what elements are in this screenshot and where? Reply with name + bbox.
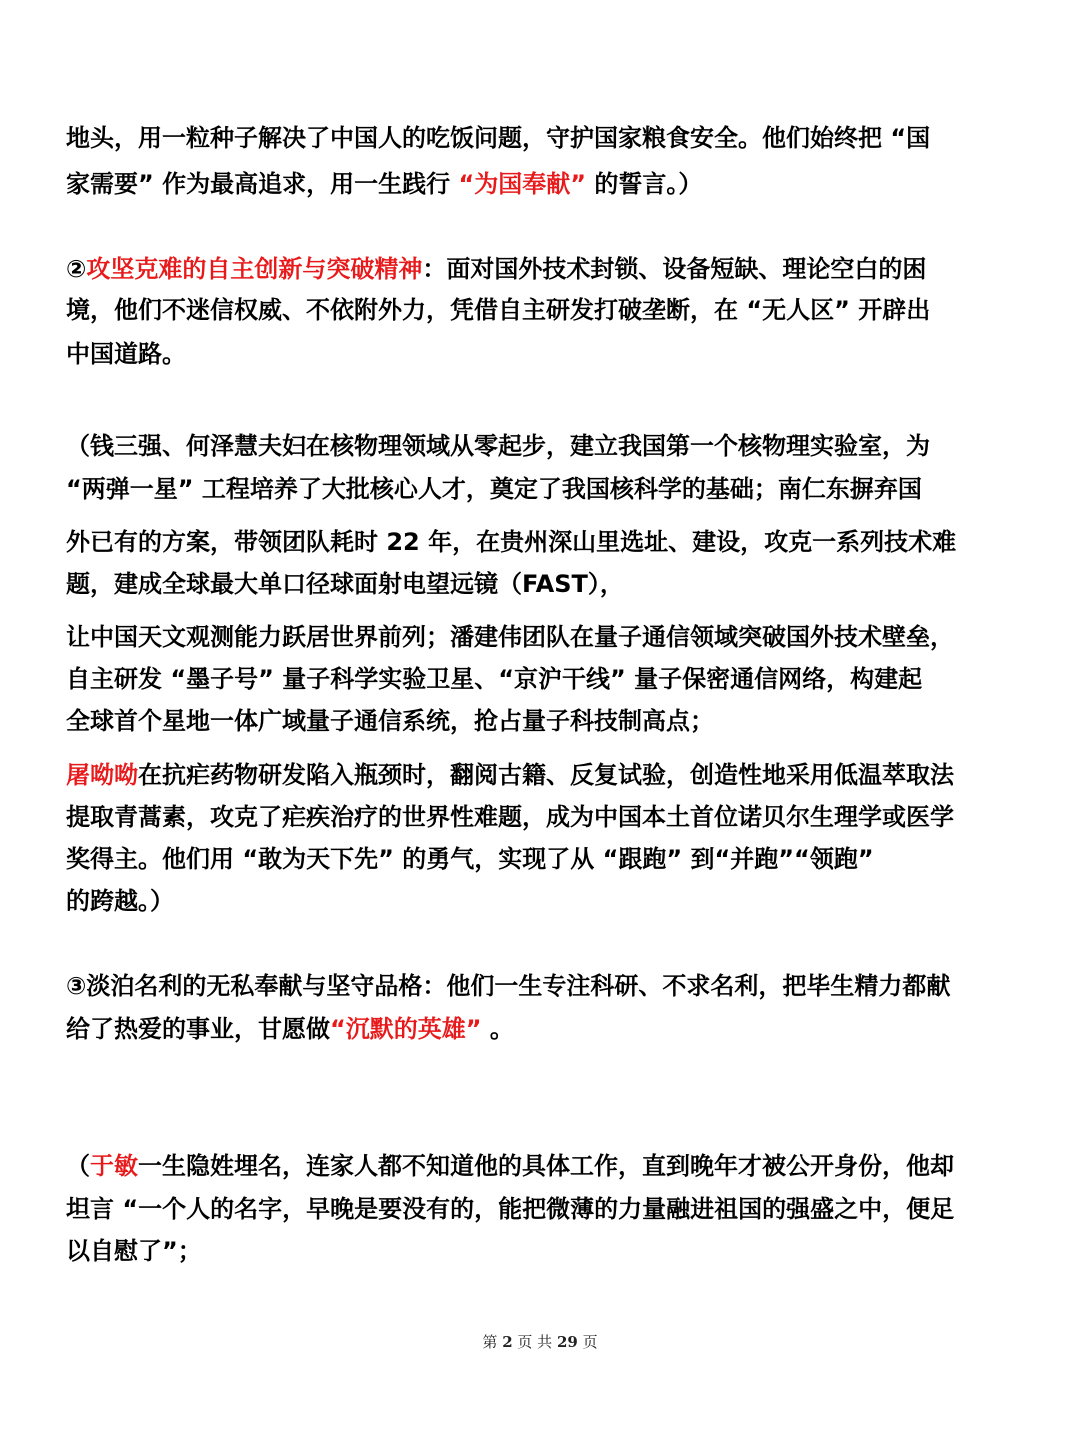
- examples-2-line-10: [66, 847, 874, 871]
- text-run: ③淡泊名利的无私奉献与坚守品格：他们一生专注科研、不求名利，把毕生精力都献: [66, 972, 951, 1000]
- section-3-line-2: [66, 1017, 514, 1041]
- examples-3-line-3: [66, 1239, 202, 1263]
- examples-2-line-5: [66, 625, 954, 649]
- page-footer: [0, 1331, 1080, 1352]
- highlight-serve-country: “为国奉献”: [458, 170, 587, 198]
- text-run: 的跨越。）: [66, 887, 174, 915]
- current-page-number: 2: [502, 1333, 513, 1351]
- text-run: 让中国天文观测能力跃居世界前列；潘建伟团队在量子通信领域突破国外技术壁垒，: [66, 623, 954, 651]
- text-run: 坦言 “一个人的名字，早晚是要没有的，能把微薄的力量融进祖国的强盛之中，便足: [66, 1195, 955, 1223]
- text-run: 一生隐姓埋名，连家人都不知道他的具体工作，直到晚年才被公开身份，他却: [138, 1152, 954, 1180]
- paragraph-1-line-1: [66, 126, 930, 150]
- text-run: 奖得主。他们用 “敢为天下先” 的勇气，实现了从 “跟跑” 到“并跑”“领跑”: [66, 845, 874, 873]
- examples-2-line-6: [66, 667, 922, 691]
- text-run: 给了热爱的事业，甘愿做: [66, 1015, 330, 1043]
- examples-3-line-1: [66, 1154, 954, 1178]
- footer-prefix: 第: [482, 1333, 503, 1351]
- text-run: ：面对国外技术封锁、设备短缺、理论空白的困: [422, 255, 927, 283]
- examples-2-line-1: [66, 434, 930, 458]
- section-3-line-1: [66, 974, 950, 998]
- section-2-line-1: [66, 257, 926, 281]
- highlight-silent-hero: “沉默的英雄”: [330, 1015, 482, 1043]
- text-run: 外已有的方案，带领团队耗时 22 年，在贵州深山里选址、建设，攻克一系列技术难: [66, 528, 957, 556]
- text-run: 地头，用一粒种子解决了中国人的吃饭问题，守护国家粮食安全。他们始终把 “国: [66, 124, 931, 152]
- highlight-tu-youyou: 屠呦呦: [66, 761, 138, 789]
- text-run: 境，他们不迷信权威、不依附外力，凭借自主研发打破垄断，在 “无人区” 开辟出: [66, 296, 931, 324]
- section-2-heading: 攻坚克难的自主创新与突破精神: [86, 255, 423, 283]
- footer-middle: 页 共: [512, 1333, 557, 1351]
- text-run: 在抗疟药物研发陷入瓶颈时，翻阅古籍、反复试验，创造性地采用低温萃取法: [138, 761, 954, 789]
- text-run: 家需要” 作为最高追求，用一生践行: [66, 170, 459, 198]
- examples-2-line-3: [66, 530, 956, 554]
- total-page-count: 29: [556, 1333, 578, 1351]
- section-number: ②: [66, 255, 87, 283]
- highlight-yu-min: 于敏: [90, 1152, 138, 1180]
- text-run: 以自慰了”；: [66, 1237, 202, 1265]
- section-2-line-3: [66, 342, 186, 366]
- text-run: 提取青蒿素，攻克了疟疾治疗的世界性难题，成为中国本土首位诺贝尔生理学或医学: [66, 803, 954, 831]
- text-run: 中国道路。: [66, 340, 186, 368]
- text-run: 自主研发 “墨子号” 量子科学实验卫星、“京沪干线” 量子保密通信网络，构建起: [66, 665, 923, 693]
- examples-2-line-7: [66, 709, 714, 733]
- text-run: （: [66, 1152, 90, 1180]
- examples-2-line-9: [66, 805, 954, 829]
- text-run: “两弹一星” 工程培养了大批核心人才，奠定了我国核科学的基础；南仁东摒弃国: [66, 475, 922, 503]
- text-run: 题，建成全球最大单口径球面射电望远镜（FAST），: [66, 570, 624, 598]
- text-run: （钱三强、何泽慧夫妇在核物理领域从零起步，建立我国第一个核物理实验室，为: [66, 432, 930, 460]
- section-2-line-2: [66, 298, 930, 322]
- examples-2-line-2: [66, 477, 922, 501]
- footer-suffix: 页: [577, 1333, 598, 1351]
- examples-3-line-2: [66, 1197, 954, 1221]
- examples-2-line-8: [66, 763, 954, 787]
- paragraph-1-line-2: [66, 172, 702, 196]
- examples-2-line-11: [66, 889, 174, 913]
- text-run: 的誓言。）: [586, 170, 703, 198]
- text-run: 。: [481, 1015, 514, 1043]
- examples-2-line-4: [66, 572, 624, 596]
- text-run: 全球首个星地一体广域量子通信系统，抢占量子科技制高点；: [66, 707, 714, 735]
